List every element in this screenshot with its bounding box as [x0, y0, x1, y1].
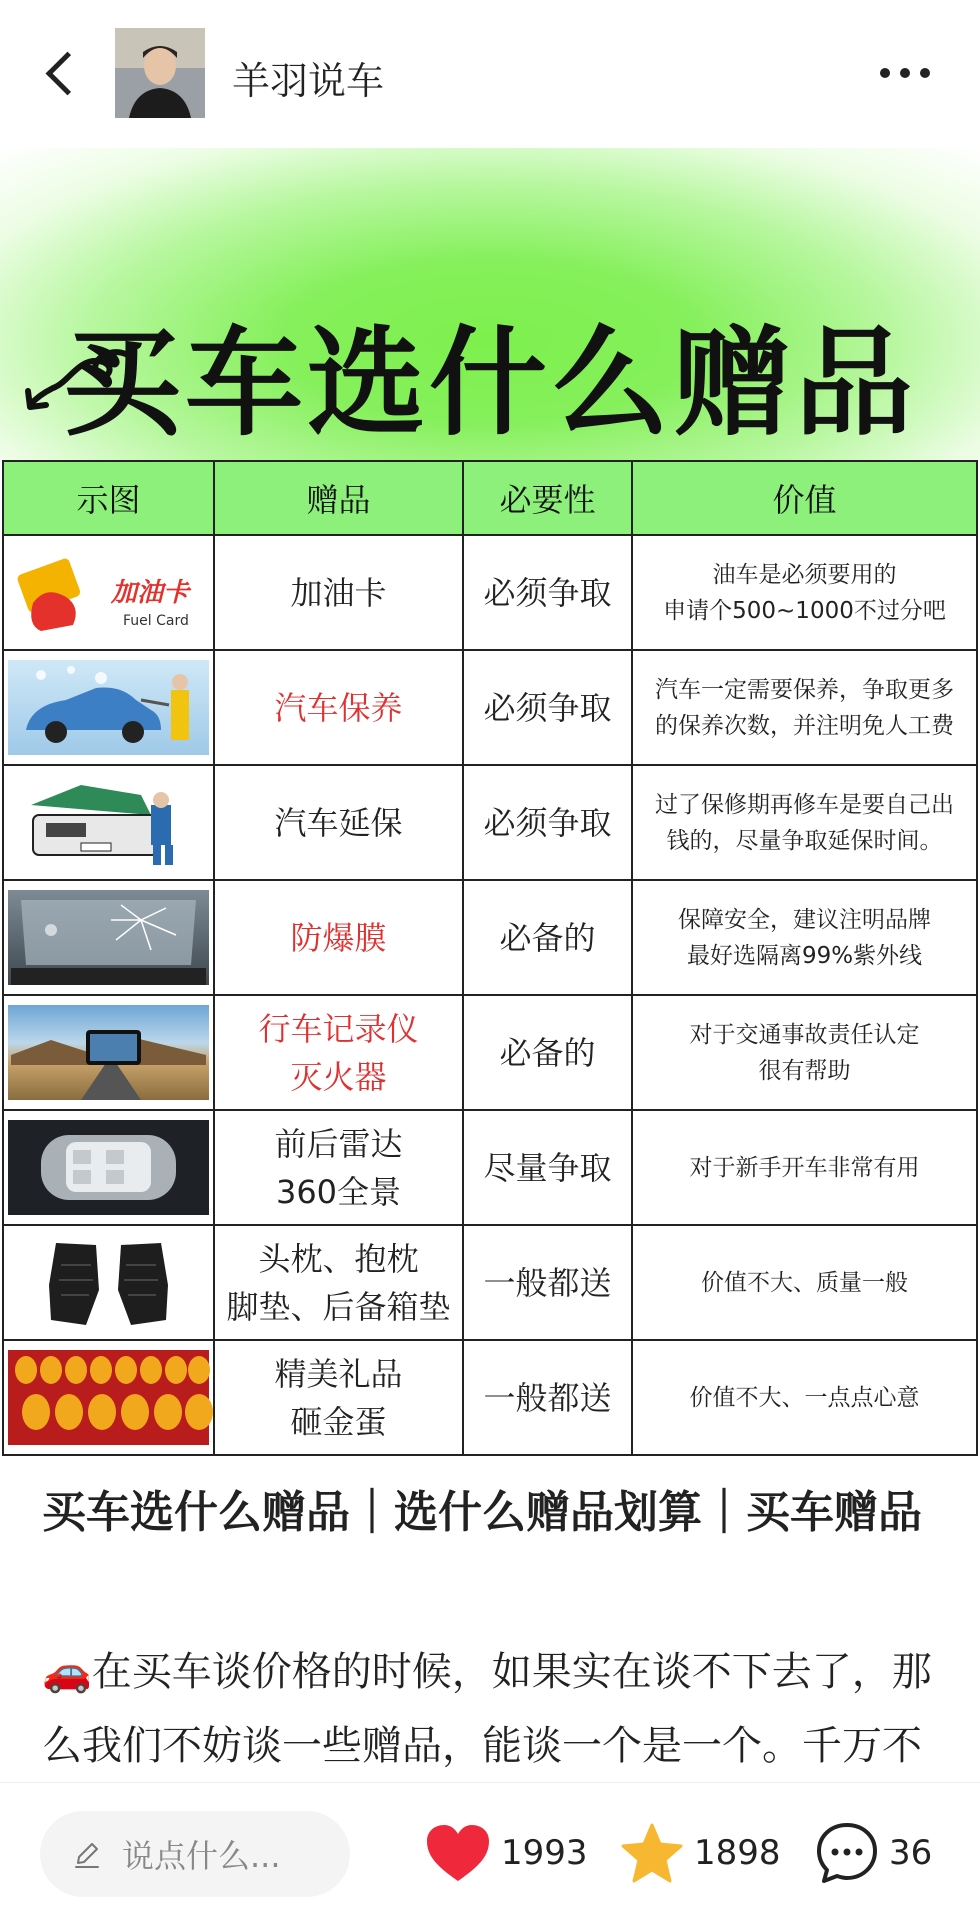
value-cell [632, 535, 977, 650]
gift-name: 精美礼品 [274, 1354, 403, 1393]
like-button[interactable] [425, 1813, 588, 1893]
favorite-count: 1898 [694, 1833, 781, 1873]
value-text: 钱的，尽量争取延保时间。 [666, 827, 943, 854]
table-row [3, 1110, 977, 1225]
arrow-scribble-icon [18, 343, 138, 423]
value-text: 的保养次数，并注明免人工费 [655, 712, 954, 739]
gift-name: 360全景 [275, 1172, 402, 1211]
more-icon[interactable] [880, 66, 930, 80]
value-cell [632, 995, 977, 1110]
golden-eggs-image [3, 1340, 214, 1455]
360-view-image [3, 1110, 214, 1225]
value-text: 价值不大、质量一般 [701, 1269, 908, 1296]
comment-input[interactable] [40, 1811, 350, 1897]
car-wash-image [3, 650, 214, 765]
top-bar [0, 0, 980, 145]
value-text: 最好选隔离99%紫外线 [686, 942, 923, 969]
column-header: 必要性 [463, 461, 632, 535]
value-cell [632, 650, 977, 765]
fuel-card-image [3, 535, 214, 650]
value-text: 很有帮助 [758, 1057, 851, 1084]
value-text: 申请个500~1000不过分吧 [663, 597, 946, 624]
star-icon [620, 1822, 684, 1884]
favorite-button[interactable] [620, 1813, 781, 1893]
necessity-cell: 一般都送 [463, 1225, 632, 1340]
necessity-cell: 一般都送 [463, 1340, 632, 1455]
gifts-table [2, 460, 978, 1456]
table-row [3, 1340, 977, 1455]
back-icon[interactable] [44, 50, 74, 100]
value-cell [632, 765, 977, 880]
heart-icon [425, 1823, 491, 1883]
value-text: 汽车一定需要保养，争取更多 [655, 676, 954, 703]
value-cell [632, 880, 977, 995]
table-row [3, 1225, 977, 1340]
gift-cell [214, 765, 463, 880]
fuel-card-logo-text: 加油卡 [111, 578, 190, 608]
necessity-cell: 必须争取 [463, 535, 632, 650]
table-row [3, 765, 977, 880]
gift-cell [214, 995, 463, 1110]
column-header: 示图 [3, 461, 214, 535]
bottom-bar [0, 1782, 980, 1921]
gift-name: 汽车延保 [274, 803, 403, 842]
gift-name: 汽车保养 [274, 688, 403, 727]
necessity-cell: 必备的 [463, 995, 632, 1110]
value-text: 对于交通事故责任认定 [689, 1021, 920, 1048]
table-row [3, 880, 977, 995]
author-name[interactable]: 羊羽说车 [232, 59, 385, 103]
gift-name: 防爆膜 [290, 918, 387, 957]
necessity-cell: 必须争取 [463, 650, 632, 765]
pencil-icon [70, 1837, 104, 1871]
floor-mats-image [3, 1225, 214, 1340]
window-film-image [3, 880, 214, 995]
value-cell [632, 1225, 977, 1340]
gift-name: 灭火器 [290, 1057, 387, 1096]
necessity-cell: 尽量争取 [463, 1110, 632, 1225]
article-body: 🚗在买车谈价格的时候，如果实在谈不下去了，那么我们不妨谈一些赠品，能谈一个是一个。千万不 [42, 1649, 932, 1769]
column-header: 赠品 [214, 461, 463, 535]
comment-button[interactable] [815, 1813, 932, 1893]
value-text: 过了保修期再修车是要自己出 [655, 791, 954, 818]
table-row [3, 650, 977, 765]
necessity-cell: 必须争取 [463, 765, 632, 880]
gift-name: 脚垫、后备箱垫 [226, 1287, 451, 1326]
table-row [3, 995, 977, 1110]
like-count: 1993 [501, 1833, 588, 1873]
car-repair-image [3, 765, 214, 880]
gift-name: 加油卡 [290, 573, 387, 612]
value-cell [632, 1110, 977, 1225]
gift-cell [214, 535, 463, 650]
gift-cell [214, 650, 463, 765]
table-row [3, 535, 977, 650]
gift-cell [214, 1225, 463, 1340]
avatar[interactable] [115, 28, 205, 118]
poster-banner [0, 148, 980, 460]
gift-cell [214, 1110, 463, 1225]
gift-cell [214, 1340, 463, 1455]
gift-name: 行车记录仪 [258, 1009, 419, 1048]
value-text: 价值不大、一点点心意 [689, 1384, 920, 1411]
gift-name: 头枕、抱枕 [258, 1239, 419, 1278]
article-title: 买车选什么赠品｜选什么赠品划算｜买车赠品 [42, 1487, 922, 1538]
column-header: 价值 [632, 461, 977, 535]
comment-count: 36 [889, 1833, 933, 1873]
value-text: 油车是必须要用的 [712, 561, 897, 588]
gift-name: 砸金蛋 [290, 1402, 387, 1441]
value-text: 对于新手开车非常有用 [689, 1154, 920, 1181]
poster-title: 买车选什么赠品 [62, 314, 917, 452]
gift-name: 前后雷达 [274, 1124, 403, 1163]
value-cell [632, 1340, 977, 1455]
table-header-row [3, 461, 977, 535]
post-image[interactable] [0, 148, 980, 1441]
necessity-cell: 必备的 [463, 880, 632, 995]
fuel-card-logo-sub: Fuel Card [123, 613, 189, 629]
comment-placeholder: 说点什么... [122, 1837, 281, 1875]
gift-cell [214, 880, 463, 995]
dashcam-image [3, 995, 214, 1110]
value-text: 保障安全，建议注明品牌 [678, 906, 931, 933]
comment-bubble-icon [815, 1821, 879, 1885]
